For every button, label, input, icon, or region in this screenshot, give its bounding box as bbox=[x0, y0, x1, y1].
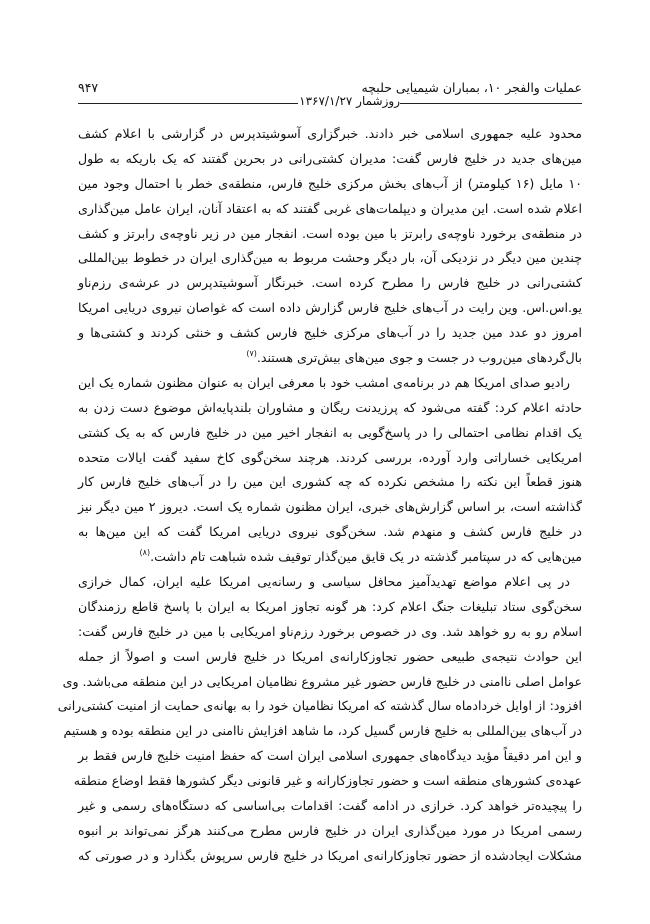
text-line bbox=[78, 396, 582, 421]
running-title: عملیات والفجر ۱۰، بمباران شیمیایی حلبچه bbox=[361, 80, 582, 95]
line-text: مین‌هایی که در سپتامبر گذشته در یک قایق مین‌گذار توقیف شده شباهت تام داشت. bbox=[150, 549, 582, 565]
text-line bbox=[78, 595, 582, 620]
text-line bbox=[78, 620, 582, 645]
line-text: ۱۰ مایل (۱۶ کیلومتر) از آب‌های بخش مرکزی خلیج فارس، منطقه‌ی خطر با احتمال وجود مین bbox=[78, 175, 583, 191]
line-text: اعلام شده است. این مدیران و دیپلمات‌های غربی گفتند که به اعتقاد آنان، ایران عامل مین‌گذاری bbox=[78, 200, 582, 216]
text-line bbox=[73, 769, 582, 794]
line-text: در پی اعلام مواضع تهدیدآمیز محافل سیاسی و رسانه‌یی امریکا علیه ایران، کمال خرازی bbox=[78, 574, 570, 590]
line-text: مین‌های جدید در خلیج فارس گفت: مدیران کشتی‌رانی در بحرین گفتند که یک باریکه به طول bbox=[78, 150, 582, 166]
line-text: یو.اس.اس. وین رایت در آب‌های خلیج فارس گزارش داده است که غواصان نیروی دریایی امریکا bbox=[78, 300, 582, 316]
text-line bbox=[78, 545, 582, 570]
text-line bbox=[78, 844, 582, 869]
text-line bbox=[78, 645, 582, 670]
text-line bbox=[78, 520, 582, 545]
line-text: امروز دو عدد مین جدید را در آب‌های مرکزی خلیج فارس کشف و خنثی کردند و کشتی‌ها و bbox=[78, 325, 582, 341]
text-line bbox=[78, 172, 582, 197]
line-text: رادیو صدای امریکا هم در برنامه‌ی امشب خود با معرفی ایران به عنوان مظنون شماره یک این bbox=[78, 374, 570, 390]
line-text: در آب‌های بین‌المللی به خلیج فارس گسیل کرد، ما شاهد افزایش ناامنی در این منطقه بوده و هستیم bbox=[63, 723, 582, 739]
text-line bbox=[78, 421, 582, 446]
line-text: سخن‌گوی ستاد تبلیغات جنگ اعلام کرد: هر گونه تجاوز امریکا به ایران با پاسخ قاطع رزمندگان bbox=[78, 598, 582, 614]
footnote-marker: (۷) bbox=[246, 349, 257, 359]
text-line bbox=[78, 246, 582, 271]
line-text: افزود: از اوایل خردادماه سال گذشته که امریکا نظامیان خود را به بهانه‌ی حمایت از امنیت کشتی‌رانی bbox=[57, 698, 582, 714]
line-text: و این امر دقیقاً مؤید دیدگاه‌های جمهوری اسلامی ایران است که حفظ امنیت خلیج فارس فقط بر bbox=[78, 748, 582, 764]
header-rule-right bbox=[400, 103, 582, 104]
line-text: در خلیج فارس کشف و منهدم شد. سخن‌گوی نیروی دریایی امریکا گفت که این مین‌ها به bbox=[78, 524, 582, 540]
text-line bbox=[63, 719, 582, 744]
line-text: در منطقه‌ی برخورد ناوچه‌ی رابرتز با مین بوده است. انفجار مین در زیر ناوچه‌ی رابرتز و کشف bbox=[78, 225, 582, 241]
line-text: هنوز قطعاً این نکته را مشخص نکرده که چه کشوری این مین را در آب‌های خلیج فارس کار bbox=[78, 474, 582, 490]
text-line bbox=[78, 744, 582, 769]
line-text: عوامل اصلی ناامنی در خلیج فارس حضور غیر مشروع نظامیان امریکایی در این منطقه می‌باشد. وی bbox=[62, 673, 582, 689]
text-line bbox=[78, 222, 582, 247]
line-text: امریکایی خساراتی وارد آورده، بررسی کردند. هرچند سخن‌گوی کاخ سفید گفت ایالات متحده bbox=[78, 449, 582, 465]
text-line bbox=[78, 346, 582, 371]
text-line bbox=[78, 446, 582, 471]
body-text bbox=[57, 122, 583, 869]
line-text: اسلام رو به رو خواهد شد. وی در خصوص برخورد رزم‌ناو امریکایی با مین در خلیج فارس گفت: bbox=[78, 623, 582, 639]
text-line bbox=[78, 122, 582, 147]
paragraph bbox=[57, 570, 582, 869]
line-text: این حوادث نتیجه‌ی طبیعی حضور تجاوزکارانه‌ی امریکا در خلیج فارس است و اصولاً از جمله bbox=[78, 648, 582, 664]
line-text: محدود علیه جمهوری اسلامی خبر دادند. خبرگزاری آسوشیتدپرس در گزارشی با اعلام کشف bbox=[78, 126, 582, 141]
line-text: حادثه اعلام کرد: گفته می‌شود که پرزیدنت ریگان و مشاوران بلندپایه‌اش موضوع دست زدن به bbox=[78, 399, 582, 415]
text-line bbox=[78, 570, 582, 595]
text-line bbox=[78, 495, 582, 520]
header-rule-left bbox=[78, 103, 298, 104]
line-text: مشکلات ایجادشده از حضور تجاوزکارانه‌ی امریکا در خلیج فارس سرپوش بگذارد و در صورتی که bbox=[78, 847, 582, 863]
line-text: بال‌گردهای مین‌روب در جست و جوی مین‌های بیش‌تری هستند. bbox=[256, 350, 582, 366]
paragraph bbox=[78, 122, 582, 371]
text-line bbox=[78, 296, 582, 321]
text-line bbox=[78, 321, 582, 346]
text-line bbox=[57, 694, 582, 719]
line-text: کشتی‌رانی در خلیج فارس را مطرح کرده است. خبرنگار آسوشیتدپرس در عرشه‌ی رزم‌ناو bbox=[78, 275, 582, 291]
line-text: یک اقدام نظامی احتمالی را در پاسخ‌گویی به انفجار اخیر مین در خلیج فارس که به یک کشتی bbox=[78, 424, 582, 440]
text-line bbox=[78, 271, 582, 296]
line-text: را پیچیده‌تر خواهد کرد. خرازی در ادامه گفت: اقدامات بی‌اساسی که دستگاه‌های رسمی و غیر bbox=[78, 798, 582, 814]
footnote-marker: (۸) bbox=[139, 548, 151, 558]
text-line bbox=[78, 819, 582, 844]
line-text: عهده‌ی کشورهای منطقه است و حضور تجاوزکارانه و غیر قانونی دیگر کشورها فقط اوضاع منطقه bbox=[73, 773, 582, 789]
text-line bbox=[78, 794, 582, 819]
text-line bbox=[78, 470, 582, 495]
line-text: رسمی امریکا در مورد مین‌گذاری ایران در خلیج فارس مطرح می‌کنند هرگز نمی‌تواند بر انبوه bbox=[78, 822, 582, 838]
text-line bbox=[62, 670, 582, 695]
page-number: ۹۴۷ bbox=[78, 80, 99, 95]
line-text: چندین مین دیگر در نزدیکی آن، بار دیگر وحشت مربوط به مین‌گذاری ایران در خطوط بین‌المللی bbox=[78, 250, 582, 266]
paragraph bbox=[78, 371, 582, 570]
text-line bbox=[78, 197, 582, 222]
text-line bbox=[78, 147, 582, 172]
text-line bbox=[78, 371, 582, 396]
line-text: گذاشته است، بر اساس گزارش‌های خبری، ایران مظنون شماره یک است. دیروز ۲ مین دیگر نیز bbox=[78, 499, 582, 515]
chronicle-date: روزشمار ۱۳۶۷/۱/۲۷ bbox=[299, 94, 400, 108]
